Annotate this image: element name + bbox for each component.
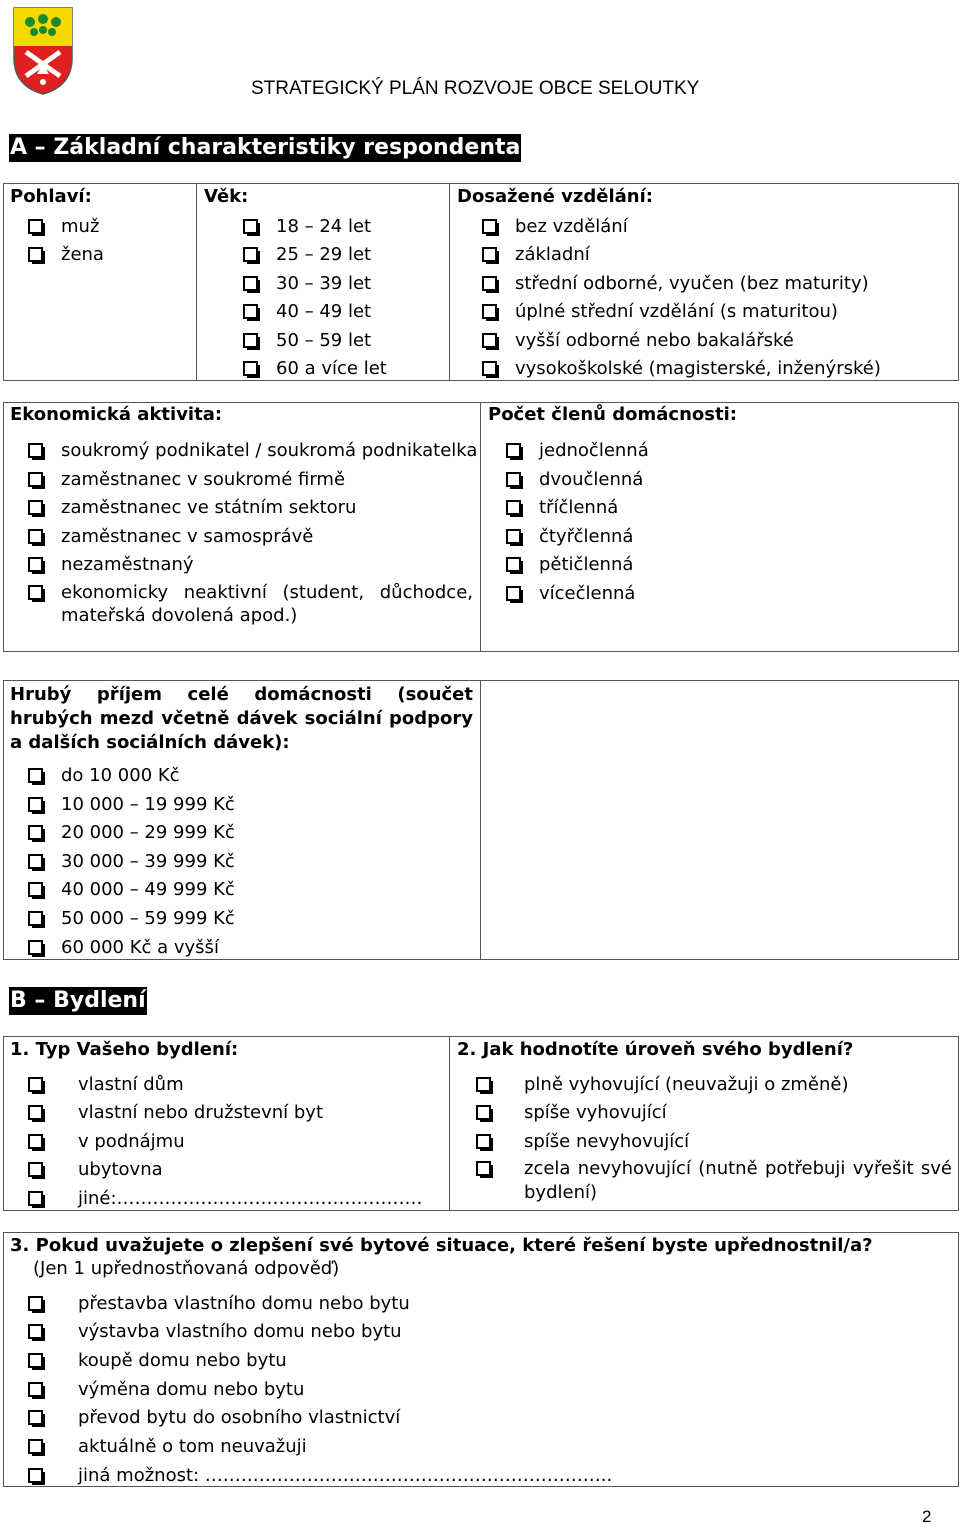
checkbox-icon[interactable] xyxy=(476,1161,491,1176)
q3-option[interactable]: přestavba vlastního domu nebo bytu xyxy=(28,1290,410,1316)
education-option[interactable]: vyšší odborné nebo bakalářské xyxy=(482,327,794,353)
page-number: 2 xyxy=(922,1507,932,1526)
checkbox-icon[interactable] xyxy=(243,247,258,262)
income-option[interactable]: 30 000 – 39 999 Kč xyxy=(28,848,235,874)
checkbox-icon[interactable] xyxy=(28,557,43,572)
checkbox-icon[interactable] xyxy=(482,333,497,348)
checkbox-icon[interactable] xyxy=(28,768,43,783)
q1-option[interactable]: vlastní dům xyxy=(28,1071,184,1097)
income-option[interactable]: 50 000 – 59 999 Kč xyxy=(28,905,235,931)
checkbox-icon[interactable] xyxy=(482,276,497,291)
checkbox-icon[interactable] xyxy=(28,825,43,840)
age-option[interactable]: 60 a více let xyxy=(243,355,387,381)
income-heading: Hrubý příjem celé domácnosti (součet hrubých mezd včetně dávek sociální podpory a dalších sociálních dávek): xyxy=(10,684,473,753)
checkbox-icon[interactable] xyxy=(28,1439,43,1454)
q2-option[interactable]: spíše vyhovující xyxy=(476,1099,667,1125)
age-option[interactable]: 18 – 24 let xyxy=(243,213,371,239)
income-option[interactable]: 40 000 – 49 999 Kč xyxy=(28,876,235,902)
gender-option-male[interactable]: muž xyxy=(28,213,99,239)
education-option[interactable]: základní xyxy=(482,241,590,267)
economic-option[interactable]: nezaměstnaný xyxy=(28,551,194,577)
q1-option[interactable]: v podnájmu xyxy=(28,1128,185,1154)
q3-heading: 3. Pokud uvažujete o zlepšení své bytové situace, které řešení byste upřednostnil/a? xyxy=(10,1235,873,1256)
gender-option-female[interactable]: žena xyxy=(28,241,104,267)
checkbox-icon[interactable] xyxy=(506,586,521,601)
income-option[interactable]: 60 000 Kč a vyšší xyxy=(28,934,219,960)
checkbox-icon[interactable] xyxy=(28,1105,43,1120)
q3-option[interactable]: výstavba vlastního domu nebo bytu xyxy=(28,1318,402,1344)
checkbox-icon[interactable] xyxy=(506,557,521,572)
checkbox-icon[interactable] xyxy=(28,1296,43,1311)
checkbox-icon[interactable] xyxy=(243,361,258,376)
checkbox-icon[interactable] xyxy=(28,500,43,515)
checkbox-icon[interactable] xyxy=(243,304,258,319)
checkbox-icon[interactable] xyxy=(28,1324,43,1339)
checkbox-icon[interactable] xyxy=(28,443,43,458)
q2-heading: 2. Jak hodnotíte úroveň svého bydlení? xyxy=(457,1039,854,1060)
q3-note: (Jen 1 upřednostňovaná odpověď) xyxy=(33,1258,340,1279)
checkbox-icon[interactable] xyxy=(28,1191,43,1206)
checkbox-icon[interactable] xyxy=(506,529,521,544)
economic-option[interactable]: soukromý podnikatel / soukromá podnikatelka xyxy=(28,437,477,463)
checkbox-icon[interactable] xyxy=(28,472,43,487)
checkbox-icon[interactable] xyxy=(476,1134,491,1149)
checkbox-icon[interactable] xyxy=(28,1353,43,1368)
q3-option[interactable]: převod bytu do osobního vlastnictví xyxy=(28,1404,400,1430)
checkbox-icon[interactable] xyxy=(482,361,497,376)
checkbox-icon[interactable] xyxy=(482,219,497,234)
checkbox-icon[interactable] xyxy=(506,443,521,458)
checkbox-icon[interactable] xyxy=(28,1077,43,1092)
household-option[interactable]: vícečlenná xyxy=(506,580,635,606)
economic-option[interactable]: zaměstnanec v soukromé firmě xyxy=(28,466,345,492)
checkbox-icon[interactable] xyxy=(476,1105,491,1120)
checkbox-icon[interactable] xyxy=(28,1382,43,1397)
section-a-title: A – Základní charakteristiky respondenta xyxy=(10,135,521,160)
checkbox-icon[interactable] xyxy=(28,940,43,955)
q1-option-other[interactable]: jiné:…………………………………………… xyxy=(28,1185,423,1211)
age-heading: Věk: xyxy=(204,186,249,207)
q2-option[interactable]: plně vyhovující (neuvažuji o změně) xyxy=(476,1071,849,1097)
checkbox-icon[interactable] xyxy=(28,1410,43,1425)
income-option[interactable]: do 10 000 Kč xyxy=(28,762,180,788)
checkbox-icon[interactable] xyxy=(476,1077,491,1092)
checkbox-icon[interactable] xyxy=(28,585,43,600)
q2-option[interactable]: zcela nevyhovující (nutně potřebuji vyřešit své bydlení) xyxy=(476,1157,954,1205)
checkbox-icon[interactable] xyxy=(28,247,43,262)
checkbox-icon[interactable] xyxy=(243,219,258,234)
q2-option[interactable]: spíše nevyhovující xyxy=(476,1128,689,1154)
economic-option[interactable]: zaměstnanec v samosprávě xyxy=(28,523,313,549)
education-heading: Dosažené vzdělání: xyxy=(457,186,653,207)
household-option[interactable]: čtyřčlenná xyxy=(506,523,633,549)
q1-heading: 1. Typ Vašeho bydlení: xyxy=(10,1039,239,1060)
economic-heading: Ekonomická aktivita: xyxy=(10,404,223,425)
income-option[interactable]: 20 000 – 29 999 Kč xyxy=(28,819,235,845)
age-option[interactable]: 25 – 29 let xyxy=(243,241,371,267)
education-option[interactable]: střední odborné, vyučen (bez maturity) xyxy=(482,270,869,296)
checkbox-icon[interactable] xyxy=(28,1134,43,1149)
checkbox-icon[interactable] xyxy=(482,304,497,319)
household-option[interactable]: jednočlenná xyxy=(506,437,649,463)
checkbox-icon[interactable] xyxy=(243,333,258,348)
education-option[interactable]: bez vzdělání xyxy=(482,213,628,239)
age-option[interactable]: 40 – 49 let xyxy=(243,298,371,324)
economic-option[interactable]: zaměstnanec ve státním sektoru xyxy=(28,494,356,520)
document-title: STRATEGICKÝ PLÁN ROZVOJE OBCE SELOUTKY xyxy=(251,78,700,99)
q3-option[interactable]: výměna domu nebo bytu xyxy=(28,1376,304,1402)
household-option[interactable]: dvoučlenná xyxy=(506,466,643,492)
q3-option-other[interactable]: jiná možnost: ………………………………………………………….. xyxy=(28,1462,612,1488)
section-b-title: B – Bydlení xyxy=(10,988,146,1013)
checkbox-icon[interactable] xyxy=(28,854,43,869)
gender-heading: Pohlaví: xyxy=(10,186,92,207)
q3-option[interactable]: koupě domu nebo bytu xyxy=(28,1347,287,1373)
checkbox-icon[interactable] xyxy=(482,247,497,262)
income-option[interactable]: 10 000 – 19 999 Kč xyxy=(28,791,235,817)
age-option[interactable]: 50 – 59 let xyxy=(243,327,371,353)
age-option[interactable]: 30 – 39 let xyxy=(243,270,371,296)
checkbox-icon[interactable] xyxy=(28,797,43,812)
checkbox-icon[interactable] xyxy=(28,219,43,234)
q3-option[interactable]: aktuálně o tom neuvažuji xyxy=(28,1433,307,1459)
checkbox-icon[interactable] xyxy=(28,882,43,897)
coat-of-arms-logo xyxy=(12,6,74,96)
checkbox-icon[interactable] xyxy=(28,1468,43,1483)
q1-option[interactable]: ubytovna xyxy=(28,1156,163,1182)
checkbox-icon[interactable] xyxy=(506,472,521,487)
checkbox-icon[interactable] xyxy=(243,276,258,291)
q1-option[interactable]: vlastní nebo družstevní byt xyxy=(28,1099,323,1125)
checkbox-icon[interactable] xyxy=(28,1162,43,1177)
checkbox-icon[interactable] xyxy=(28,529,43,544)
household-heading: Počet členů domácnosti: xyxy=(488,404,737,425)
economic-option[interactable]: ekonomicky neaktivní (student, důchodce, mateřská dovolená apod.) xyxy=(28,581,474,627)
education-option[interactable]: úplné střední vzdělání (s maturitou) xyxy=(482,298,838,324)
checkbox-icon[interactable] xyxy=(28,911,43,926)
checkbox-icon[interactable] xyxy=(506,500,521,515)
household-option[interactable]: tříčlenná xyxy=(506,494,618,520)
education-option[interactable]: vysokoškolské (magisterské, inženýrské) xyxy=(482,355,881,381)
household-option[interactable]: pětičlenná xyxy=(506,551,633,577)
